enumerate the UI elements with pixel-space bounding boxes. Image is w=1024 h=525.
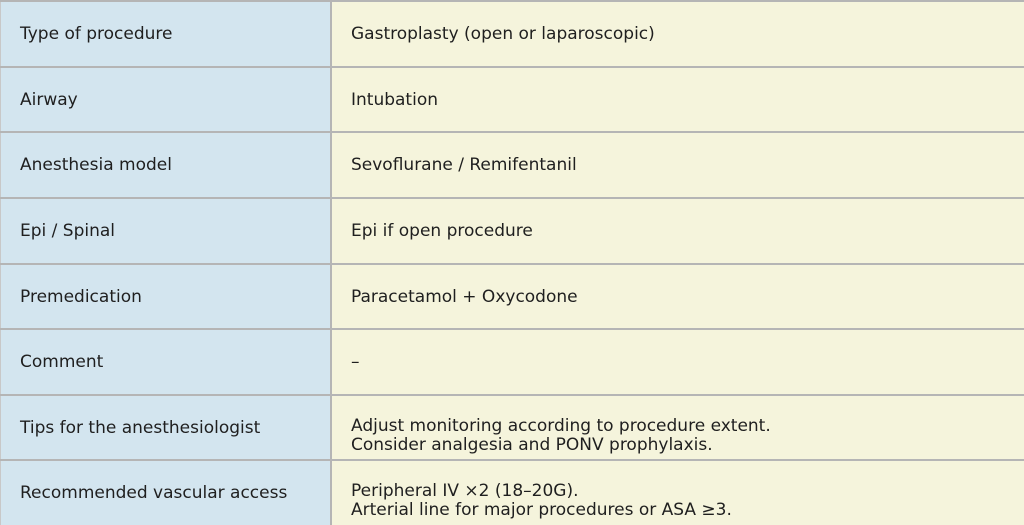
table-row (0, 265, 1024, 331)
row-value-text: Sevoflurane / Remifentanil (351, 155, 577, 176)
row-label (0, 2, 332, 66)
row-label-text: Tips for the anesthesiologist (20, 417, 261, 438)
row-value-text: Paracetamol + Oxycodone (351, 286, 578, 307)
row-label-text: Recommended vascular access (20, 483, 288, 504)
row-label (0, 265, 332, 329)
row-value (332, 68, 1024, 132)
row-label-text: Premedication (20, 286, 142, 307)
row-label (0, 199, 332, 263)
row-value-text: Gastroplasty (open or laparoscopic) (351, 24, 655, 44)
row-label (0, 396, 332, 460)
row-value (332, 461, 1024, 525)
row-value-line: Peripheral IV ×2 (18–20G). (351, 481, 579, 502)
row-value (332, 133, 1024, 197)
row-label-text: Comment (20, 352, 104, 373)
row-value-text: Epi if open procedure (351, 220, 533, 241)
row-label-text: Type of procedure (20, 24, 173, 44)
row-value (332, 265, 1024, 329)
row-label (0, 330, 332, 394)
row-value (332, 2, 1024, 66)
row-value-text: – (351, 352, 360, 373)
row-value-text: Intubation (351, 89, 439, 110)
row-value-line: Arterial line for major procedures or ASA ≥3. (351, 500, 732, 521)
row-label-text: Airway (20, 89, 78, 110)
row-label-text: Epi / Spinal (20, 220, 116, 241)
table-row (0, 396, 1024, 462)
row-label-text: Anesthesia model (20, 155, 172, 176)
table-row (0, 330, 1024, 396)
row-value (332, 330, 1024, 394)
table-row (0, 199, 1024, 265)
row-label (0, 133, 332, 197)
table-row (0, 133, 1024, 199)
row-label (0, 461, 332, 525)
table-row (0, 2, 1024, 68)
table-row (0, 68, 1024, 134)
row-label (0, 68, 332, 132)
row-value-line: Consider analgesia and PONV prophylaxis. (351, 434, 713, 455)
table-row (0, 461, 1024, 525)
row-value (332, 199, 1024, 263)
row-value (332, 396, 1024, 460)
row-value-line: Adjust monitoring according to procedure extent. (351, 415, 771, 436)
